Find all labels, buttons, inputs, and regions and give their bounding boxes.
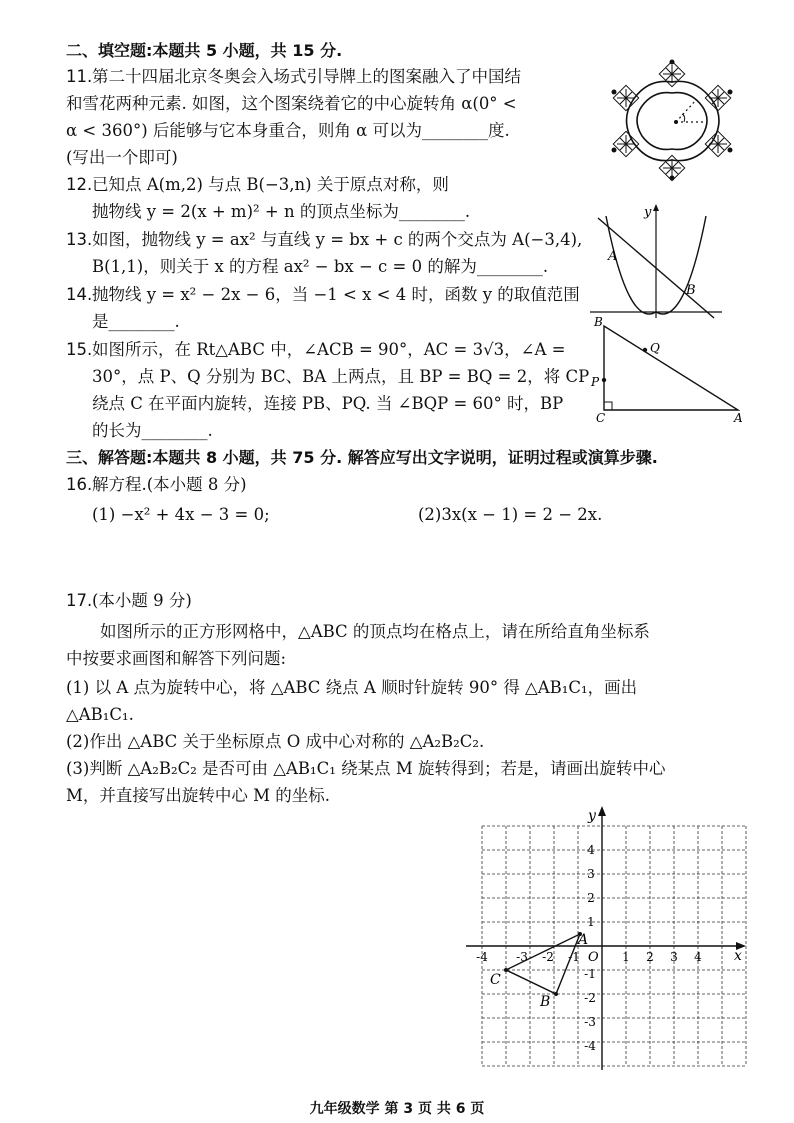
y-tick-label: 2 bbox=[587, 891, 595, 905]
q15-vertex-a-label: A bbox=[734, 411, 743, 425]
y-axis-label: y bbox=[588, 808, 596, 824]
y-tick-label: -3 bbox=[584, 1015, 596, 1029]
q15-line-4: 的长为________. bbox=[92, 421, 213, 440]
y-tick-label: -4 bbox=[584, 1039, 596, 1053]
q13-line-2: B(1,1)，则关于 x 的方程 ax² − bx − c = 0 的解为________. bbox=[92, 257, 549, 276]
q15-right-triangle-figure bbox=[590, 314, 750, 424]
vertex-c-label: C bbox=[490, 972, 501, 988]
y-tick-label: 4 bbox=[587, 843, 595, 857]
snowflake-knot-emblem-figure bbox=[608, 60, 738, 180]
q17-line-7: M，并直接写出旋转中心 M 的坐标. bbox=[66, 786, 331, 805]
q11-line-2: 和雪花两种元素. 如图，这个图案绕着它的中心旋转角 α(0° < bbox=[66, 94, 517, 113]
q11-line-4: (写出一个即可) bbox=[66, 148, 178, 167]
q12-line-1: 已知点 A(m,2) 与点 B(−3,n) 关于原点对称，则 bbox=[92, 175, 449, 194]
q16-number: 16. bbox=[66, 475, 93, 494]
q15-line-1: 如图所示，在 Rt△ABC 中，∠ACB = 90°，AC = 3√3，∠A = bbox=[92, 340, 566, 359]
x-axis-label: x bbox=[734, 948, 742, 964]
x-tick-label: 4 bbox=[694, 950, 702, 964]
q17-number: 17. bbox=[66, 591, 93, 610]
q17-line-6: (3)判断 △A₂B₂C₂ 是否可由 △AB₁C₁ 绕某点 M 旋转得到；若是，请画出旋转中心 bbox=[66, 759, 666, 778]
x-tick-label: -3 bbox=[516, 950, 528, 964]
q15-line-3: 绕点 C 在平面内旋转，连接 PB、PQ. 当 ∠BQP = 60° 时，BP bbox=[92, 394, 564, 413]
q17-line-3: (1) 以 A 点为旋转中心，将 △ABC 绕点 A 顺时针旋转 90° 得 △AB₁C₁，画出 bbox=[66, 678, 638, 697]
x-tick-label: -1 bbox=[568, 950, 580, 964]
page-footer: 九年级数学 第 3 页 共 6 页 bbox=[309, 1101, 485, 1117]
x-tick-label: 3 bbox=[670, 950, 678, 964]
q13-parabola-line-figure bbox=[588, 200, 728, 322]
origin-label: O bbox=[588, 950, 599, 965]
q14-line-2: 是________. bbox=[92, 312, 180, 331]
q17-line-5: (2)作出 △ABC 关于坐标原点 O 成中心对称的 △A₂B₂C₂. bbox=[66, 732, 485, 751]
q15-point-q-label: Q bbox=[650, 341, 660, 355]
section-2-heading: 二、填空题:本题共 5 小题，共 15 分. bbox=[66, 41, 343, 60]
q14-line-1: 抛物线 y = x² − 2x − 6，当 −1 < x < 4 时，函数 y 的取值范围 bbox=[92, 285, 580, 304]
q13-point-a-label: A bbox=[608, 249, 618, 264]
q16-title: 解方程.(本小题 8 分) bbox=[92, 475, 247, 494]
q11-line-1: 第二十四届北京冬奥会入场式引导牌上的图案融入了中国结 bbox=[92, 67, 521, 86]
x-tick-label: 1 bbox=[622, 950, 630, 964]
y-tick-label: -2 bbox=[584, 991, 596, 1005]
y-axis-arrow bbox=[598, 806, 606, 816]
q13-number: 13. bbox=[66, 230, 93, 249]
x-tick-label: -2 bbox=[542, 950, 554, 964]
vertex-a-label: A bbox=[578, 932, 589, 948]
q15-line-2: 30°，点 P、Q 分别为 BC、BA 上两点，且 BP = BQ = 2，将 CP bbox=[92, 367, 590, 386]
q13-y-axis-label: y bbox=[644, 205, 652, 220]
q17-line-2: 中按要求画图和解答下列问题: bbox=[66, 649, 287, 668]
q15-vertex-c-label: C bbox=[596, 411, 606, 425]
vertex-b-label: B bbox=[540, 994, 551, 1010]
q15-vertex-b-label: B bbox=[594, 315, 603, 329]
y-tick-label: 1 bbox=[587, 915, 595, 929]
q12-line-2: 抛物线 y = 2(x + m)² + n 的顶点坐标为________. bbox=[92, 202, 471, 221]
y-tick-label: -1 bbox=[584, 967, 596, 981]
q15-point-p-label: P bbox=[591, 375, 600, 389]
q13-line-1: 如图，抛物线 y = ax² 与直线 y = bx + c 的两个交点为 A(−3,4), bbox=[92, 230, 583, 249]
q15-number: 15. bbox=[66, 340, 93, 359]
vertex-c-point bbox=[504, 968, 508, 972]
q14-number: 14. bbox=[66, 285, 93, 304]
q17-coordinate-grid bbox=[460, 800, 760, 1072]
q17-title: (本小题 9 分) bbox=[92, 591, 192, 610]
y-tick-label: 3 bbox=[587, 867, 595, 881]
q17-line-4: △AB₁C₁. bbox=[66, 705, 134, 724]
triangle-abc bbox=[506, 934, 580, 994]
q16-part-2: (2)3x(x − 1) = 2 − 2x. bbox=[418, 505, 603, 524]
q11-number: 11. bbox=[66, 67, 93, 86]
q16-part-1: (1) −x² + 4x − 3 = 0; bbox=[92, 505, 270, 524]
q13-point-b-label: B bbox=[686, 283, 696, 298]
q11-line-3: α < 360°) 后能够与它本身重合，则角 α 可以为________度. bbox=[66, 121, 510, 140]
q12-number: 12. bbox=[66, 175, 93, 194]
x-tick-label: 2 bbox=[646, 950, 654, 964]
vertex-b-point bbox=[554, 992, 558, 996]
x-tick-label: -4 bbox=[476, 950, 488, 964]
q17-line-1: 如图所示的正方形网格中，△ABC 的顶点均在格点上，请在所给直角坐标系 bbox=[100, 622, 650, 641]
section-3-heading: 三、解答题:本题共 8 小题，共 75 分. 解答应写出文字说明，证明过程或演算步骤. bbox=[66, 448, 658, 467]
